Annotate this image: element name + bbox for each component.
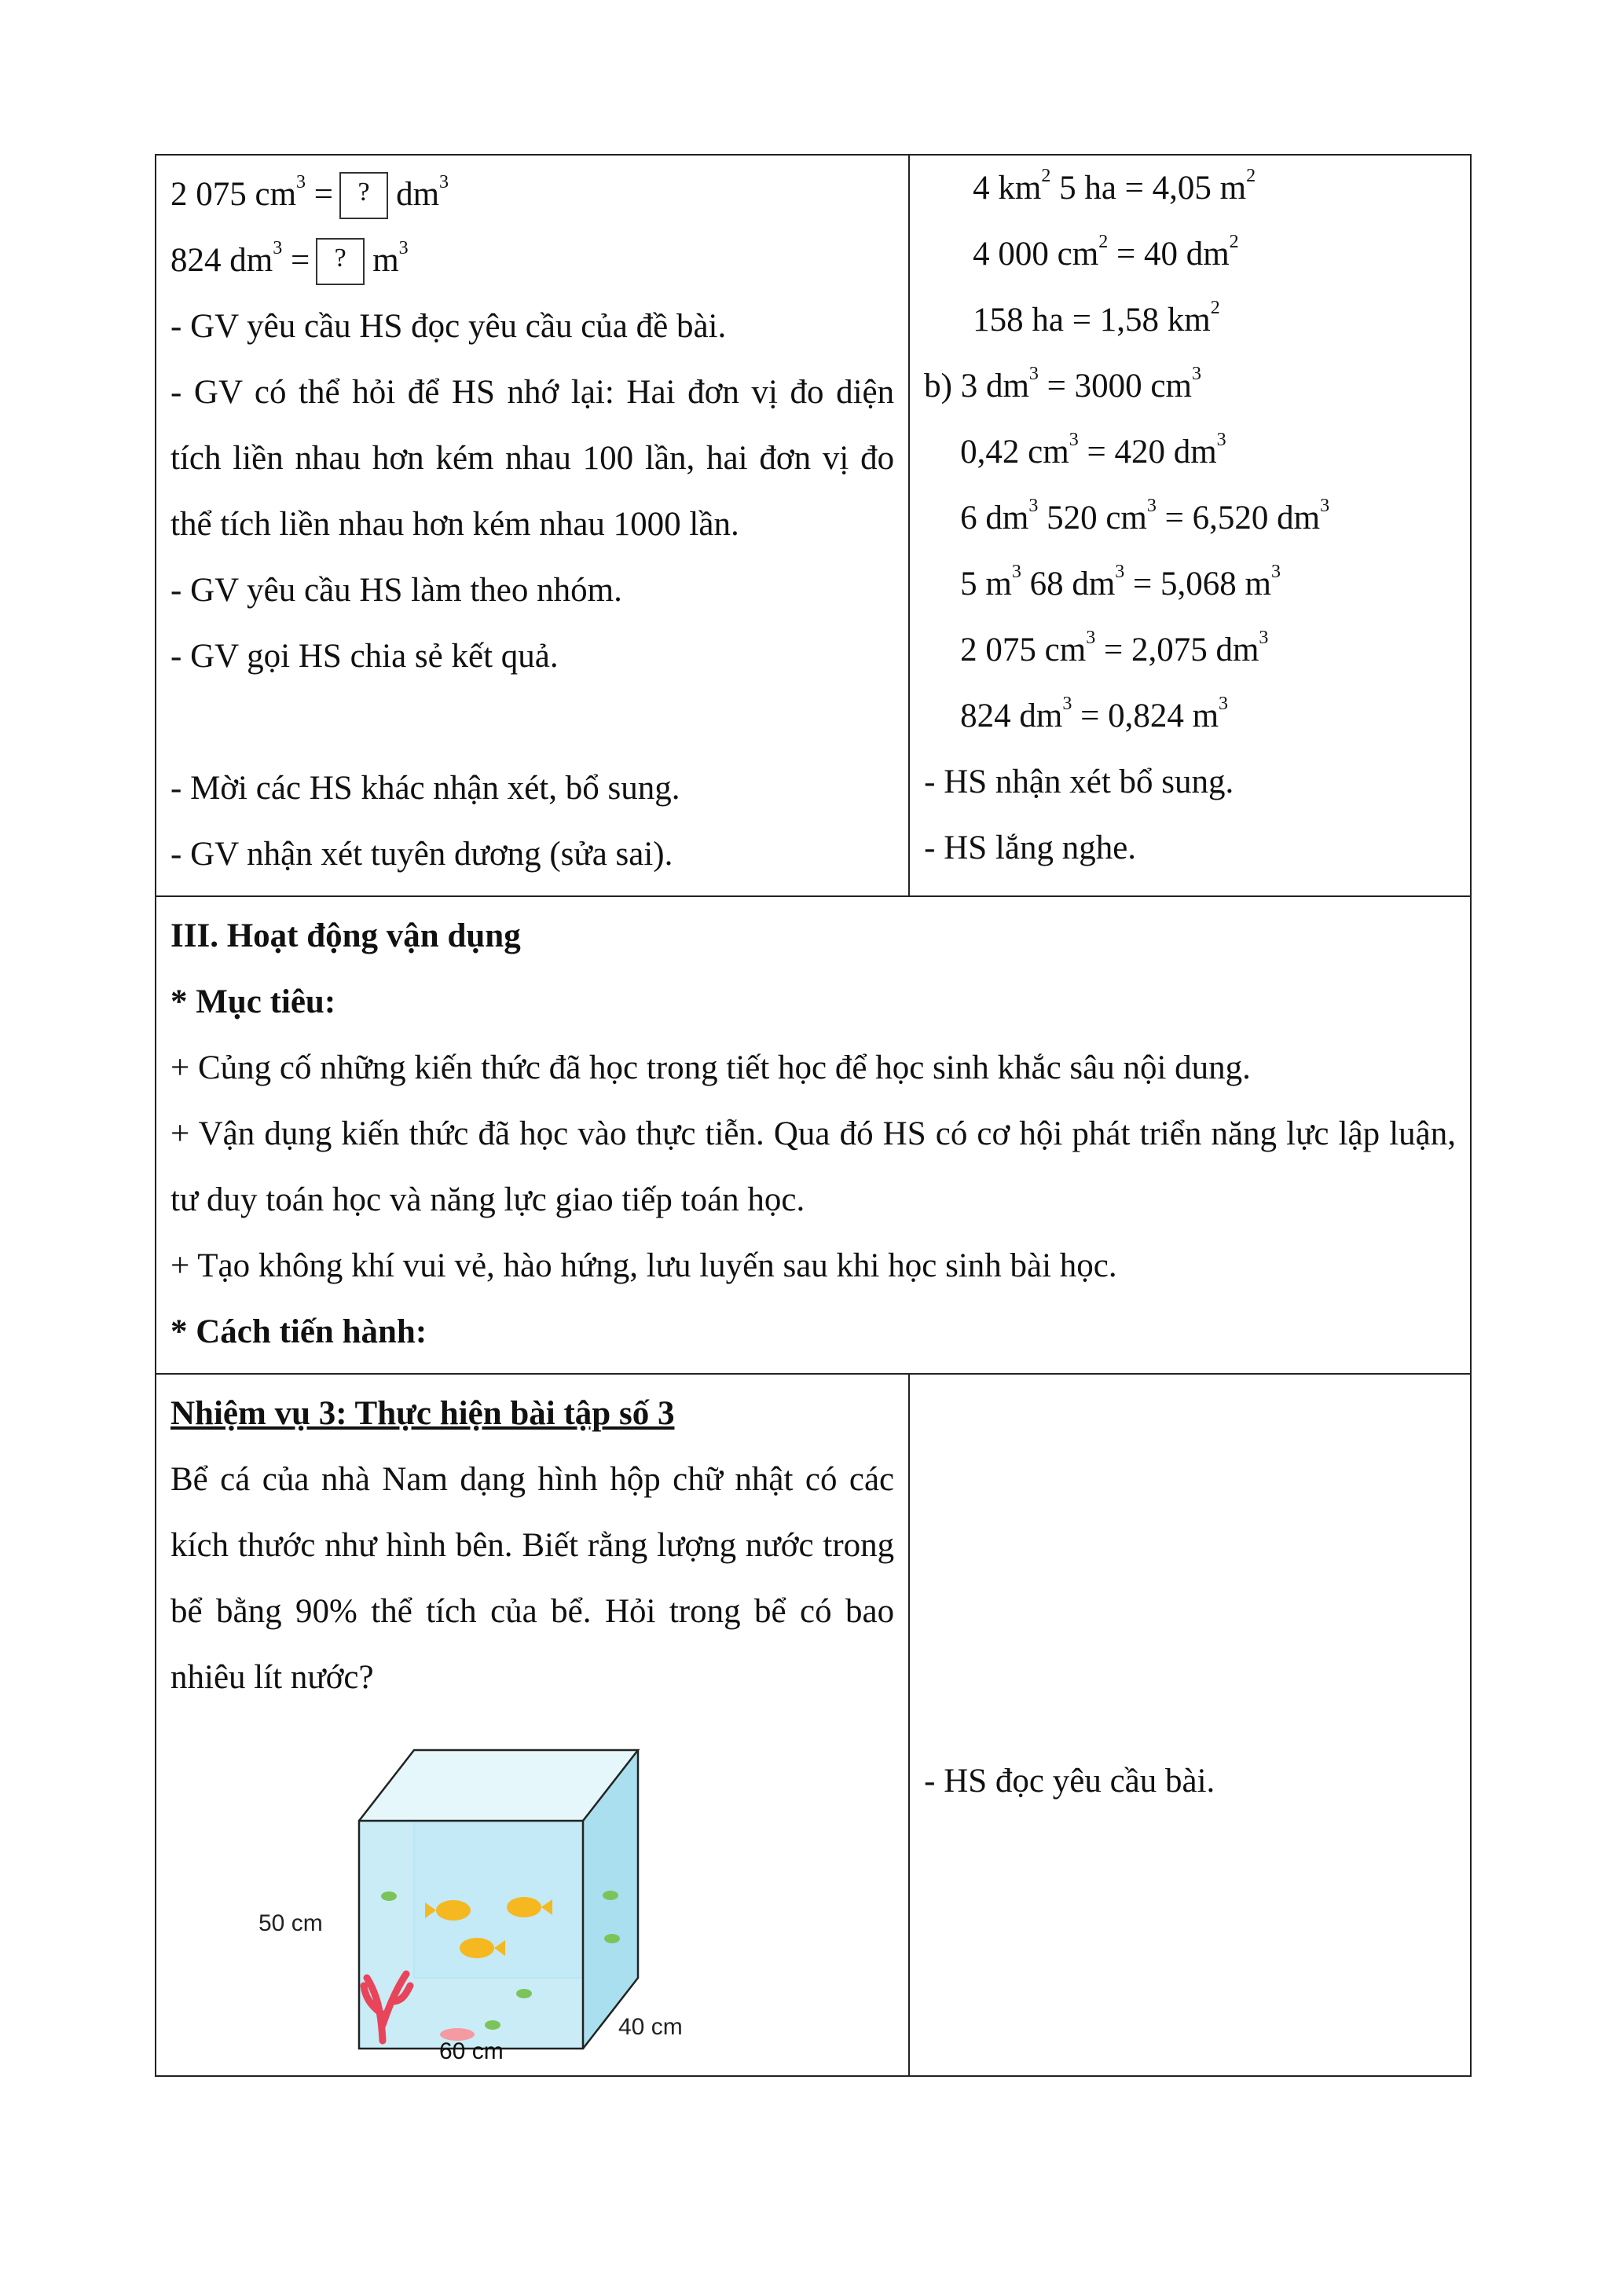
answer-line: b) 3 $dm^3 = 3000$ $cm^3$ [924,364,1201,405]
student-action-line: - HS đọc yêu cầu bài. [924,1763,1215,1800]
instruction-line: - GV có thể hỏi để HS nhớ lại: Hai đơn vị đo diện tích liền nhau hơn kém nhau 100 lần, hai đơn vị đo thể tích liền nhau hơn kém nhau 1000 lần. [170,374,895,543]
student-action-line: - HS lắng nghe. [924,829,1137,866]
objective-label: * Mục tiêu: [170,983,336,1020]
teacher-activity-cell [156,155,909,896]
student-activity-cell [909,155,1471,896]
section-heading: III. Hoạt động vận dụng [170,917,521,954]
table-row [156,896,1471,1374]
student-action-line: - HS nhận xét bổ sung. [924,764,1234,800]
spacer [170,690,894,756]
instruction-line: - GV yêu cầu HS đọc yêu cầu của đề bài. [170,308,727,345]
answer-line: 0,42 $cm^3 = 420$ $dm^3$ [960,430,1226,471]
objective-item: + Tạo không khí vui vẻ, hào hứng, lưu luyến sau khi học sinh bài học. [170,1247,1117,1284]
answer-line: 4 $km^2$ 5 ha = 4,05 $m^2$ [973,166,1256,207]
answer-line: 6 $dm^3$ 520 $cm^3 = 6,520$ $dm^3$ [960,496,1330,536]
task-title: Nhiệm vụ 3: Thực hiện bài tập số 3 [170,1395,675,1432]
instruction-line: - GV gọi HS chia sẻ kết quả. [170,638,559,675]
table-row [156,155,1471,896]
answer-line: 5 $m^3$ 68 $dm^3 = 5,068$ $m^3$ [960,562,1281,602]
width-label: 60 cm [439,2038,504,2064]
height-label: 50 cm [258,1910,323,1936]
objective-item: + Củng cố những kiến thức đã học trong tiết học để học sinh khắc sâu nội dung. [170,1049,1251,1086]
procedure-label: * Cách tiến hành: [170,1313,427,1350]
conversion-question-1: 2 075 $cm^3$ = ? $dm^3$ [170,162,894,228]
objective-item: + Vận dụng kiến thức đã học vào thực tiễn. Qua đó HS có cơ hội phát triển năng lực lập luận, tư duy toán học và năng lực giao tiếp toán học. [170,1115,1456,1218]
conversion-question-2: 824 $dm^3$ = ? $m^3$ [170,228,894,294]
answer-box: ? [339,172,388,219]
aquarium-figure [258,1742,775,2041]
answer-box: ? [316,238,365,285]
student-activity-cell [909,1374,1471,2076]
depth-label: 40 cm [618,2014,683,2040]
lesson-table [155,154,1472,2077]
answer-line: 824 $dm^3 = 0,824$ $m^3$ [960,694,1229,734]
answer-line: 4 000 $cm^2 = 40$ $dm^2$ [973,232,1239,273]
instruction-line: - GV yêu cầu HS làm theo nhóm. [170,572,622,609]
section-cell [156,896,1471,1374]
answer-line: 158 ha = 1,58 $km^2$ [973,298,1220,339]
teacher-activity-cell [156,1374,909,2076]
instruction-line: - Mời các HS khác nhận xét, bổ sung. [170,770,680,807]
answer-line: 2 075 $cm^3 = 2,075$ $dm^3$ [960,628,1269,668]
aquarium-front-face [359,1821,583,2049]
task-text: Bể cá của nhà Nam dạng hình hộp chữ nhật có các kích thước như hình bên. Biết rằng lượng nước trong bể bằng 90% thể tích của bể. Hỏi trong bể có bao nhiêu lít nước? [170,1461,895,1696]
instruction-line: - GV nhận xét tuyên dương (sửa sai). [170,836,673,873]
table-row [156,1374,1471,2076]
